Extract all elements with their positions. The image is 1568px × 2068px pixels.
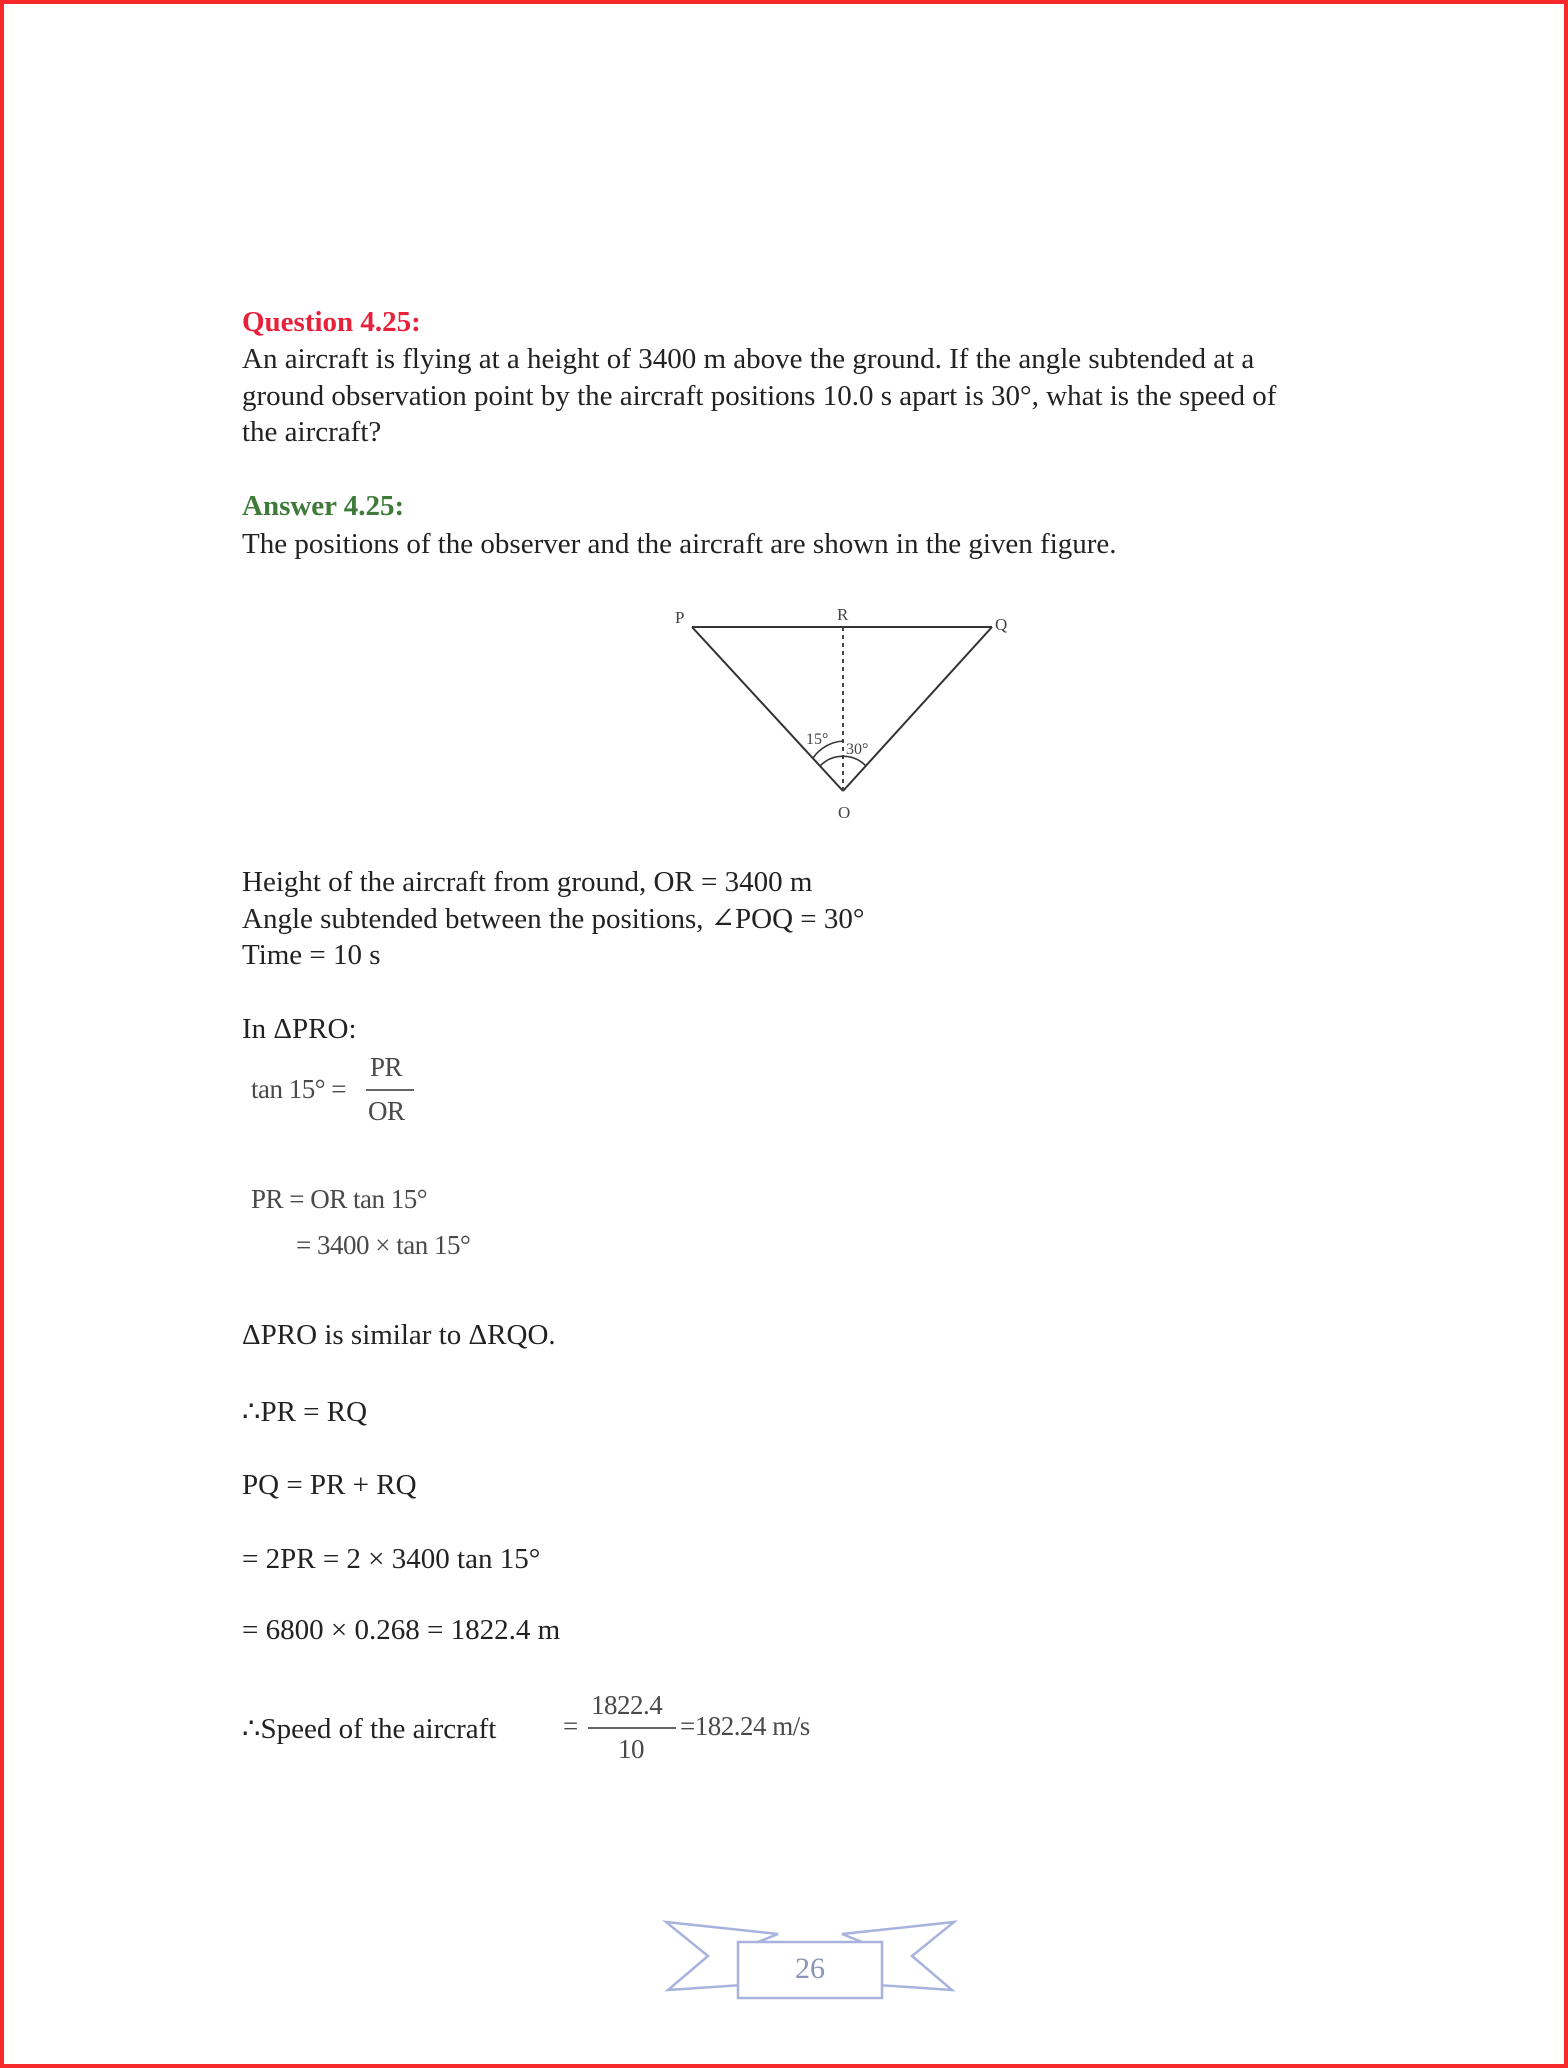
page-number: 26: [795, 1952, 825, 1985]
question-line-2: ground observation point by the aircraft positions 10.0 s apart is 30°, what is the speed of: [242, 380, 1277, 412]
pr-eq-line-2: = 3400 × tan 15°: [296, 1230, 471, 1260]
label-o: O: [838, 803, 851, 822]
label-angle-15: 15°: [806, 731, 829, 748]
similar-statement: ΔPRO is similar to ΔRQO.: [242, 1319, 556, 1351]
step-1: ∴PR = RQ: [242, 1396, 368, 1428]
speed-result: =182.24 m/s: [680, 1711, 810, 1741]
question-line-3: the aircraft?: [242, 416, 382, 448]
given-time: Time = 10 s: [242, 939, 381, 971]
tan-eq-numerator: PR: [370, 1052, 403, 1082]
in-triangle-label: In ΔPRO:: [242, 1013, 357, 1045]
step-2: PQ = PR + RQ: [242, 1469, 417, 1501]
label-angle-30: 30°: [846, 741, 869, 758]
triangle-diagram: [640, 590, 1040, 830]
label-r: R: [837, 605, 849, 624]
question-line-1: An aircraft is flying at a height of 3400 m above the ground. If the angle subtended at a: [242, 343, 1255, 375]
step-3: = 2PR = 2 × 3400 tan 15°: [242, 1543, 541, 1575]
triangle-figure: [640, 590, 1040, 830]
pr-eq-line-1: PR = OR tan 15°: [251, 1184, 428, 1214]
tan-eq-lhs: tan 15° =: [251, 1074, 347, 1104]
given-height: Height of the aircraft from ground, OR = 3400 m: [242, 866, 813, 898]
given-angle: Angle subtended between the positions, ∠POQ = 30°: [242, 903, 865, 935]
page-number-ribbon: [660, 1908, 960, 2018]
label-q: Q: [995, 615, 1008, 634]
step-4: = 6800 × 0.268 = 1822.4 m: [242, 1614, 561, 1646]
speed-fraction-bar: [588, 1727, 676, 1729]
label-p: P: [675, 608, 685, 627]
speed-denominator: 10: [618, 1734, 644, 1764]
speed-label: ∴Speed of the aircraft: [242, 1713, 497, 1745]
question-heading: Question 4.25:: [242, 306, 421, 338]
answer-heading: Answer 4.25:: [242, 490, 405, 522]
tan-eq-fraction-bar: [366, 1089, 414, 1091]
speed-equals: =: [563, 1711, 578, 1741]
tan-eq-denominator: OR: [368, 1096, 405, 1126]
answer-intro: The positions of the observer and the aircraft are shown in the given figure.: [242, 528, 1117, 560]
speed-numerator: 1822.4: [591, 1690, 663, 1720]
